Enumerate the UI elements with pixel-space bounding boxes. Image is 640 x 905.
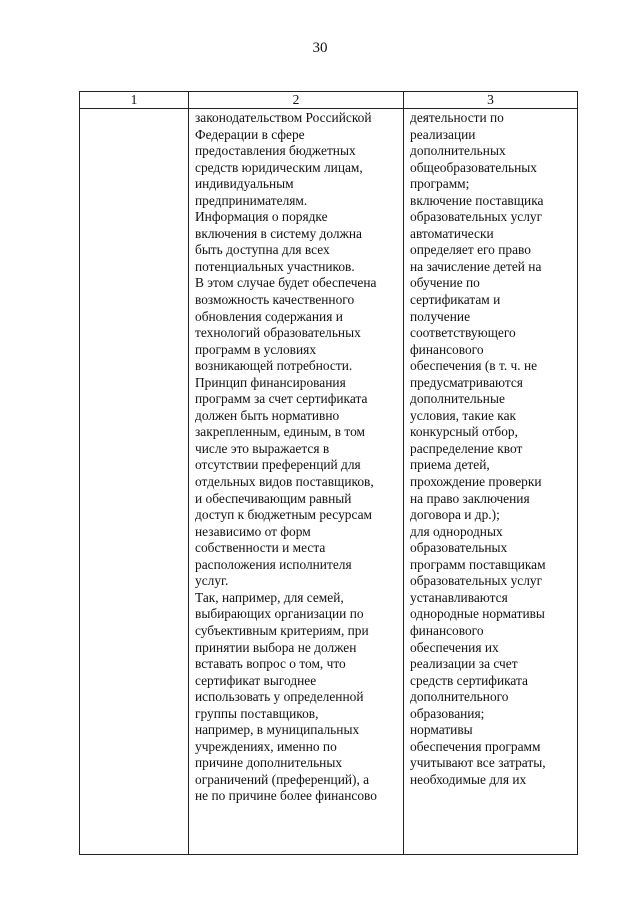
text-line: конкурсный отбор, bbox=[410, 424, 518, 440]
text-line: обеспечения их bbox=[410, 639, 499, 655]
text-line: независимо от форм bbox=[195, 523, 311, 539]
text-line: дополнительные bbox=[410, 391, 505, 407]
text-line: сертификатам и bbox=[410, 292, 501, 308]
column-header-2: 2 bbox=[189, 92, 404, 109]
text-line: ограничений (преференций), а bbox=[195, 771, 370, 787]
text-line: средств юридическим лицам, bbox=[195, 159, 363, 175]
text-line: дополнительных bbox=[410, 143, 506, 159]
column-3-cell bbox=[404, 109, 578, 855]
text-line: программ; bbox=[410, 176, 470, 192]
text-line: общеобразовательных bbox=[410, 159, 538, 175]
text-line: Так, например, для семей, bbox=[195, 589, 344, 605]
text-line: возможность качественного bbox=[195, 292, 355, 308]
text-line: программ поставщикам bbox=[410, 556, 546, 572]
text-line: группы поставщиков, bbox=[195, 705, 319, 721]
text-line: устанавливаются bbox=[410, 589, 508, 605]
text-line: включения в систему должна bbox=[195, 225, 362, 241]
text-line: договора и др.); bbox=[410, 507, 500, 523]
text-line: отсутствии преференций для bbox=[195, 457, 361, 473]
text-line: собственности и места bbox=[195, 540, 326, 556]
text-line: реализации bbox=[410, 126, 476, 142]
text-line: условия, такие как bbox=[410, 407, 517, 423]
text-line: предусматриваются bbox=[410, 374, 523, 390]
text-line: соответствующего bbox=[410, 325, 516, 341]
text-line: определяет его право bbox=[410, 242, 531, 258]
document-table bbox=[79, 91, 578, 855]
text-line: не по причине более финансово bbox=[195, 788, 377, 804]
text-line: прохождение проверки bbox=[410, 474, 542, 490]
text-line: обучение по bbox=[410, 275, 480, 291]
text-line: предоставления бюджетных bbox=[195, 143, 356, 159]
text-line: сертификат выгоднее bbox=[195, 672, 317, 688]
text-line: доступ к бюджетным ресурсам bbox=[195, 507, 372, 523]
text-line: закрепленным, единым, в том bbox=[195, 424, 366, 440]
text-line: финансового bbox=[410, 341, 484, 357]
text-line: причине дополнительных bbox=[195, 755, 343, 771]
text-line: образования; bbox=[410, 705, 485, 721]
text-line: программ в условиях bbox=[195, 341, 317, 357]
text-line: возникающей потребности. bbox=[195, 358, 353, 374]
text-line: В этом случае будет обеспечена bbox=[195, 275, 377, 291]
text-line: законодательством Российской bbox=[195, 110, 372, 125]
text-line: потенциальных участников. bbox=[195, 258, 355, 274]
text-line: обеспечения программ bbox=[410, 738, 541, 754]
text-line: однородные нормативы bbox=[410, 606, 545, 622]
text-line: Информация о порядке bbox=[195, 209, 328, 225]
text-line: Федерации в сфере bbox=[195, 126, 305, 142]
text-line: дополнительного bbox=[410, 689, 509, 705]
text-line: числе это выражается в bbox=[195, 440, 330, 456]
text-line: обновления содержания и bbox=[195, 308, 343, 324]
text-line: услуг. bbox=[195, 573, 229, 589]
text-line: образовательных bbox=[410, 540, 508, 556]
column-2-cell bbox=[189, 109, 404, 855]
text-line: Принцип финансирования bbox=[195, 374, 346, 390]
column-1-cell bbox=[80, 109, 189, 855]
table-body-row bbox=[80, 109, 578, 855]
text-line: включение поставщика bbox=[410, 192, 544, 208]
text-line: финансового bbox=[410, 622, 484, 638]
text-line: отдельных видов поставщиков, bbox=[195, 474, 374, 490]
text-line: субъективным критериям, при bbox=[195, 622, 369, 638]
text-line: технологий образовательных bbox=[195, 325, 361, 341]
text-line: учитывают все затраты, bbox=[410, 755, 546, 771]
column-header-3: 3 bbox=[404, 92, 578, 109]
table-header-row bbox=[80, 92, 578, 109]
text-line: например, в муниципальных bbox=[195, 722, 360, 738]
text-line: расположения исполнителя bbox=[195, 556, 352, 572]
text-line: быть доступна для всех bbox=[195, 242, 330, 258]
text-line: индивидуальным bbox=[195, 176, 294, 192]
text-line: использовать у определенной bbox=[195, 689, 364, 705]
text-line: и обеспечивающим равный bbox=[195, 490, 352, 506]
text-line: автоматически bbox=[410, 225, 494, 241]
text-line: приема детей, bbox=[410, 457, 490, 473]
text-line: выбирающих организации по bbox=[195, 606, 364, 622]
text-line: учреждениях, именно по bbox=[195, 738, 337, 754]
page-number: 30 bbox=[312, 40, 328, 56]
text-line: для однородных bbox=[410, 523, 503, 539]
text-line: обеспечения (в т. ч. не bbox=[410, 358, 538, 374]
text-line: деятельности по bbox=[410, 110, 504, 125]
text-line: образовательных услуг bbox=[410, 573, 543, 589]
text-line: нормативы bbox=[410, 722, 473, 738]
column-header-1: 1 bbox=[80, 92, 189, 109]
text-line: необходимые для их bbox=[410, 771, 527, 787]
text-line: получение bbox=[410, 308, 471, 324]
text-line: на зачисление детей на bbox=[410, 258, 542, 274]
text-line: должен быть нормативно bbox=[195, 407, 340, 423]
text-line: средств сертификата bbox=[410, 672, 528, 688]
text-line: образовательных услуг bbox=[410, 209, 543, 225]
text-line: принятии выбора не должен bbox=[195, 639, 357, 655]
text-line: вставать вопрос о том, что bbox=[195, 656, 346, 672]
text-line: предпринимателям. bbox=[195, 192, 308, 208]
text-line: программ за счет сертификата bbox=[195, 391, 368, 407]
text-line: на право заключения bbox=[410, 490, 530, 506]
text-line: реализации за счет bbox=[410, 656, 518, 672]
text-line: распределение квот bbox=[410, 440, 523, 456]
